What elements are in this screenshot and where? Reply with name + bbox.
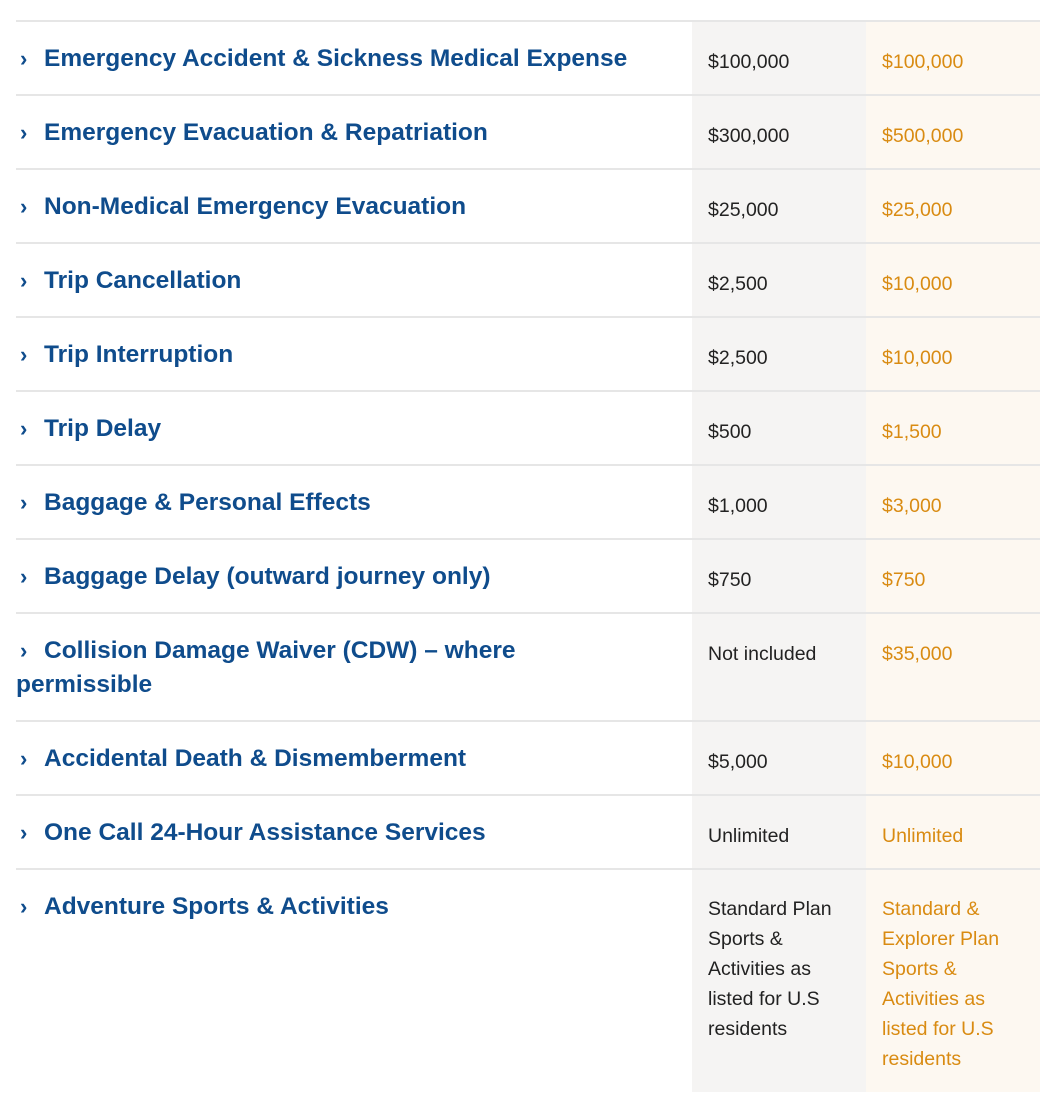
benefit-label: Baggage Delay (outward journey only) xyxy=(44,563,491,590)
benefit-toggle[interactable] xyxy=(16,614,692,720)
standard-value: $1,000 xyxy=(692,466,866,538)
benefit-label: Adventure Sports & Activities xyxy=(44,893,389,920)
standard-value: $500 xyxy=(692,392,866,464)
explorer-value: $25,000 xyxy=(866,170,1040,242)
standard-value: $750 xyxy=(692,540,866,612)
benefit-label: Accidental Death & Dismemberment xyxy=(44,745,467,772)
explorer-value: $10,000 xyxy=(866,722,1040,794)
explorer-value: $100,000 xyxy=(866,22,1040,94)
benefit-toggle[interactable] xyxy=(16,392,692,464)
benefit-toggle[interactable] xyxy=(16,796,692,868)
chevron-right-icon: › xyxy=(20,564,28,589)
standard-value: $2,500 xyxy=(692,318,866,390)
standard-value: Standard Plan Sports & Activities as listed for U.S residents xyxy=(692,870,866,1092)
benefit-label: Trip Delay xyxy=(44,415,162,442)
standard-value: Not included xyxy=(692,614,866,720)
benefit-toggle[interactable] xyxy=(16,96,692,168)
table-row xyxy=(16,614,1040,722)
benefit-toggle[interactable] xyxy=(16,540,692,612)
standard-value: $25,000 xyxy=(692,170,866,242)
explorer-value: $3,000 xyxy=(866,466,1040,538)
benefit-toggle[interactable] xyxy=(16,466,692,538)
chevron-right-icon: › xyxy=(20,46,28,71)
table-row xyxy=(16,870,1040,1092)
explorer-value: $750 xyxy=(866,540,1040,612)
chevron-right-icon: › xyxy=(20,746,28,771)
standard-value: Unlimited xyxy=(692,796,866,868)
chevron-right-icon: › xyxy=(20,120,28,145)
benefit-toggle[interactable] xyxy=(16,244,692,316)
explorer-value: Unlimited xyxy=(866,796,1040,868)
explorer-value: $500,000 xyxy=(866,96,1040,168)
table-row xyxy=(16,796,1040,870)
table-row xyxy=(16,244,1040,318)
chevron-right-icon: › xyxy=(20,194,28,219)
benefit-toggle[interactable] xyxy=(16,170,692,242)
standard-value: $300,000 xyxy=(692,96,866,168)
benefit-label: Trip Interruption xyxy=(44,341,234,368)
table-row xyxy=(16,540,1040,614)
explorer-value: $1,500 xyxy=(866,392,1040,464)
benefit-label: Trip Cancellation xyxy=(44,267,242,294)
benefit-label: Non-Medical Emergency Evacuation xyxy=(44,193,467,220)
explorer-value: $35,000 xyxy=(866,614,1040,720)
standard-value: $2,500 xyxy=(692,244,866,316)
table-row xyxy=(16,466,1040,540)
chevron-right-icon: › xyxy=(20,342,28,367)
benefit-label: Baggage & Personal Effects xyxy=(44,489,371,516)
table-row xyxy=(16,392,1040,466)
table-row xyxy=(16,722,1040,796)
benefit-toggle[interactable] xyxy=(16,870,692,1092)
benefit-label: One Call 24-Hour Assistance Services xyxy=(44,819,486,846)
benefit-label: Emergency Evacuation & Repatriation xyxy=(44,119,488,146)
chevron-right-icon: › xyxy=(20,894,28,919)
standard-value: $100,000 xyxy=(692,22,866,94)
table-row xyxy=(16,96,1040,170)
standard-value: $5,000 xyxy=(692,722,866,794)
chevron-right-icon: › xyxy=(20,490,28,515)
coverage-comparison-table xyxy=(16,20,1040,1092)
table-row xyxy=(16,318,1040,392)
benefit-toggle[interactable] xyxy=(16,22,692,94)
benefit-label: Emergency Accident & Sickness Medical Expense xyxy=(44,45,628,72)
benefit-toggle[interactable] xyxy=(16,722,692,794)
chevron-right-icon: › xyxy=(20,268,28,293)
chevron-right-icon: › xyxy=(20,638,28,663)
table-row xyxy=(16,22,1040,96)
chevron-right-icon: › xyxy=(20,820,28,845)
benefit-label: Collision Damage Waiver (CDW) – where permissible xyxy=(16,637,516,698)
explorer-value: Standard & Explorer Plan Sports & Activities as listed for U.S residents xyxy=(866,870,1040,1092)
benefit-toggle[interactable] xyxy=(16,318,692,390)
table-row xyxy=(16,170,1040,244)
explorer-value: $10,000 xyxy=(866,318,1040,390)
chevron-right-icon: › xyxy=(20,416,28,441)
explorer-value: $10,000 xyxy=(866,244,1040,316)
